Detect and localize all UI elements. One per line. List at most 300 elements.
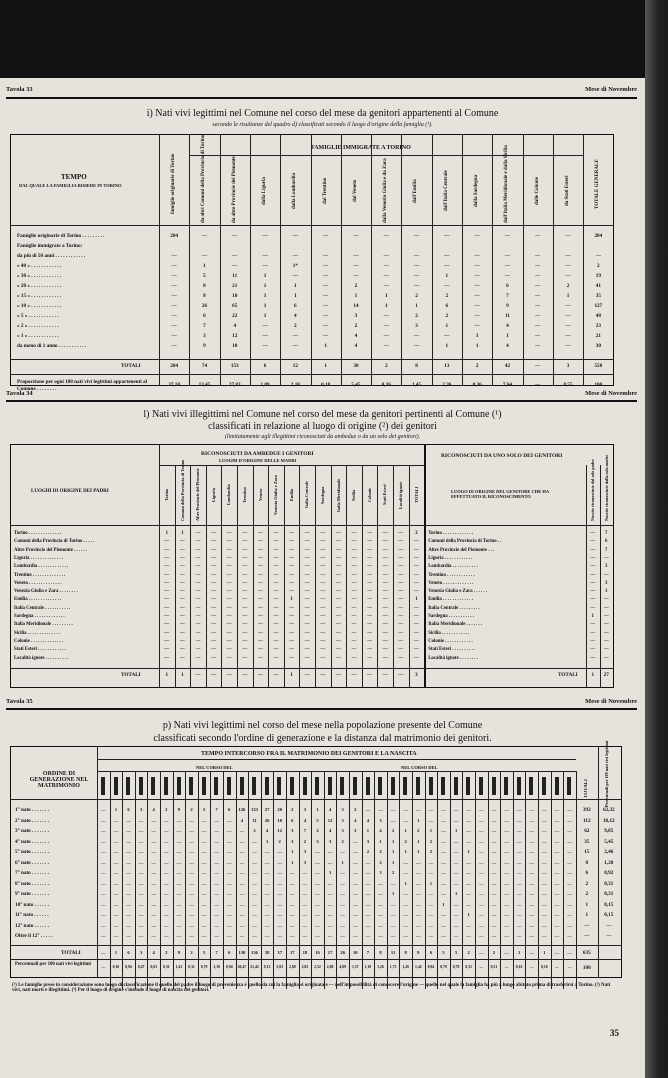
cell: — [441,933,446,938]
cell: 0,31 [465,964,473,969]
cell: 35 [595,293,601,299]
cell: — [164,605,170,611]
cell: — [340,912,345,917]
cell: — [252,849,257,854]
cell: 1 [585,901,589,908]
cell: 5,45 [351,382,361,388]
cell: — [151,859,156,865]
row-label: 6° nato . . . . . . . [15,859,49,866]
cell: 4 [354,817,357,823]
cell: — [413,589,419,595]
table-i-subtitle: secondo le risultanze del quadro d) classificati secondo il luogo d'origine della famiglia (¹). [212,122,433,128]
cell: — [383,253,389,259]
cell: — [242,630,248,636]
cell: 6 [429,949,433,955]
cell: — [554,933,560,938]
cell: 6 [445,303,449,309]
column-header-mark [340,777,344,795]
column-header-mark [265,777,269,795]
cell: — [292,253,298,259]
cell: 74 [201,363,208,369]
cell: — [179,589,185,595]
cell: — [226,655,232,661]
column-header: Veneto [257,488,263,502]
cell: — [413,564,419,570]
cell: — [466,870,471,875]
cell: — [398,580,404,586]
cell: 1,45 [412,382,422,388]
cell: 1,09 [260,382,270,388]
cell: — [367,589,372,595]
cell: 2 [303,838,307,844]
cell: — [264,933,270,938]
cell: — [535,313,541,319]
cell: — [413,614,419,619]
cell: — [101,949,106,955]
cell: — [320,671,326,678]
row-label: » 15 » . . . . . . . . . . . . [17,293,62,299]
cell: — [535,283,541,289]
cell: — [516,880,522,886]
pct-label: Percentuali per 100 nati vivi legittimi [15,961,91,967]
table-header-strip [6,698,637,708]
cell: — [189,859,194,865]
cell: 0,15 [604,912,614,918]
cell: — [252,880,257,886]
cell: 3 [291,828,294,833]
cell: 100 [582,964,591,971]
cell: — [138,859,144,865]
cell: — [214,859,219,865]
cell: — [529,870,534,875]
cell: 1 [404,828,407,833]
cell: — [554,859,560,865]
cell: — [239,880,245,886]
cell: 0,79 [452,964,460,969]
cell: — [413,343,420,349]
row-label: 12° nato . . . . . . [15,922,49,929]
cell: — [304,638,310,644]
cell: — [466,901,471,907]
cell: — [273,580,279,586]
cell: — [323,273,329,279]
row-label: Sicilia . . . . . . . . . . . . . . [14,630,61,636]
cell: 1 [454,891,458,896]
cell: — [351,655,357,661]
cell: — [179,614,185,619]
cell: — [413,622,419,628]
row-label: Venezia Giulia e Zara . . . . . . [428,589,488,595]
cell: — [239,838,245,844]
cell: — [171,253,177,259]
cell: 2 [445,313,449,319]
cell: — [491,912,497,917]
cell: — [113,933,119,938]
cell: — [441,817,446,823]
cell: 18 [302,949,308,955]
table-l-right-head: RICONOSCIUTI DA UNO SOLO DEI GENITORI [441,453,563,459]
cell: — [164,630,170,636]
cell: — [242,647,248,653]
cell: — [211,597,216,603]
cell: — [351,614,357,619]
cell: 7 [303,828,307,833]
cell: — [323,303,329,309]
cell: — [378,901,383,907]
cell: — [565,313,571,319]
column-divider [424,445,426,687]
cell: 21 [232,283,238,289]
cell: — [479,849,484,854]
cell: — [353,880,358,886]
cell: — [257,622,263,628]
cell: — [273,671,279,678]
cell: — [176,859,182,865]
cell: 62,32 [602,807,615,813]
cell: 9 [203,343,206,349]
cell: — [195,622,201,628]
row-label: Veneto . . . . . . . . . . . . . . [14,580,62,586]
cell: 0,55 [563,382,573,388]
cell: — [351,630,357,636]
cell: — [126,933,131,938]
cell: 0,92 [604,870,614,876]
cell: 5 [442,949,445,955]
row-label: Trentino . . . . . . . . . . . . [428,572,475,578]
cell: — [398,564,404,570]
cell: — [176,849,182,854]
cell: 4,09 [339,964,347,969]
cell: — [302,891,308,896]
cell: — [516,870,522,875]
cell: — [226,564,232,570]
cell: 1 [384,293,388,299]
cell: — [201,817,207,823]
cell: 2 [585,880,589,887]
cell: — [378,933,383,938]
cell: — [529,828,534,833]
cell: — [367,572,372,578]
cell: — [351,564,357,570]
cell: — [320,655,326,661]
cell: 1 [294,293,297,299]
cell: — [171,333,177,339]
cell: — [554,817,560,823]
cell: 6 [203,313,206,319]
column-header: Nascite riconosciute dalla sola madre [603,454,609,521]
rule [11,945,621,946]
cell: — [383,233,389,239]
cell: — [567,807,572,812]
cell: 3 [341,828,344,833]
cell: — [323,293,329,299]
cell: 2 [415,313,418,319]
column-header-mark [466,777,470,795]
cell: — [382,671,388,678]
column-header-mark [303,777,307,795]
cell: 2,36 [442,382,452,388]
cell: — [554,901,560,907]
cell: — [195,597,201,603]
cell: 2,46 [604,849,614,855]
cell: — [164,572,170,578]
cell: — [590,655,596,661]
cell: — [151,901,156,907]
cell: — [138,933,144,938]
cell: — [179,647,185,653]
row-label: Veneto . . . . . . . . . . . . . [428,580,474,586]
cell: — [242,622,248,628]
cell: — [290,912,295,917]
cell: — [327,859,333,865]
cell: — [351,622,357,628]
cell: — [413,572,419,578]
cell: — [479,859,484,865]
cell: — [138,901,144,907]
cell: — [304,531,310,536]
cell: — [453,849,459,854]
column-header: dalla Lombardia [292,173,298,209]
cell: — [542,870,547,875]
cell: — [189,838,194,844]
cell: — [327,912,333,917]
cell: 6 [228,807,231,812]
cell: — [516,828,522,833]
cell: — [403,891,408,896]
cell: — [365,933,371,938]
column-header: Percentuali per 100 nati vivi legittimi [603,740,609,807]
row-label: 4° nato . . . . . . . [15,838,49,845]
cell: — [201,859,207,865]
row-label: » 10 » . . . . . . . . . . . . [17,303,62,309]
cell: — [164,597,170,603]
cell: 1,10 [364,964,372,969]
cell: — [315,922,320,928]
cell: — [195,531,201,536]
cell: — [590,547,596,553]
cell: 1 [415,597,418,603]
cell: — [565,343,571,349]
cell: — [383,333,389,339]
cell: — [444,233,450,239]
cell: — [242,597,248,603]
cell: — [365,880,371,886]
column-header-mark [403,777,407,795]
cell: 1,20 [604,859,614,866]
cell: — [320,647,326,653]
cell: — [403,807,408,812]
cell: — [554,964,559,969]
cell: — [353,253,359,259]
cell: — [383,343,389,349]
cell: — [413,273,420,279]
column-header-mark [378,777,382,795]
cell: 5 [203,273,206,279]
cell: — [277,880,282,886]
cell: — [164,880,169,886]
month-label: Mese di Novembre [585,390,637,397]
cell: — [590,555,596,561]
cell: — [289,539,294,545]
cell: — [398,638,404,644]
cell: — [164,849,169,854]
cell: — [335,564,341,570]
cell: — [113,870,119,875]
cell: — [382,605,388,611]
column-header: dalla Venezia Giulia e da Zara [383,158,389,223]
cell: — [603,555,609,561]
table-l-title: l) Nati vivi illegittimi nel Comune nel corso del mese da genitori pertinenti al Comune (¹) [143,409,502,420]
column-header-mark [139,777,143,795]
cell: 4 [366,817,370,823]
cell: — [262,323,268,329]
cell: — [416,933,421,938]
column-header: Nascite riconosciute dal solo padre [590,459,595,521]
cell: — [382,655,388,661]
table-p-sub-left: NEL CORSO DEL [196,765,233,770]
cell: — [214,901,219,907]
cell: — [565,263,571,269]
cell: — [378,807,383,812]
cell: — [257,589,263,595]
rule [6,708,637,710]
cell: 10 [353,949,358,955]
cell: — [353,912,358,917]
row-label: Altre Provincie del Piemonte . . . [428,547,495,553]
cell: 6 [127,807,130,812]
cell: — [171,273,177,279]
cell: — [367,655,372,661]
column-header-mark [353,777,357,795]
cell: — [195,572,201,578]
cell: 41 [595,283,601,289]
column-header-mark [202,777,206,795]
cell: — [428,901,434,907]
cell: 3 [379,817,382,823]
cell: 3 [139,949,143,955]
cell: — [304,605,310,611]
cell: 9,85 [604,828,614,834]
cell: — [382,547,388,553]
cell: — [413,253,420,259]
cell: — [365,859,371,865]
cell: — [302,933,308,938]
cell: 6 [585,870,589,876]
cell: — [453,922,459,928]
cell: 4 [379,828,382,833]
cell: — [179,597,185,603]
cell: — [126,870,131,875]
cell: — [335,671,341,678]
cell: — [211,547,216,553]
cell: 4 [354,333,358,339]
cell: 11 [252,817,257,823]
cell: 27,83 [228,382,241,388]
cell: — [113,880,119,886]
cell: 0,79 [440,964,447,969]
cell: — [211,655,216,661]
cell: — [290,901,295,907]
cell: — [516,891,522,896]
cell: — [351,572,357,578]
cell: 5 [202,807,206,812]
cell: 20 [277,807,282,812]
cell: 1 [415,303,418,309]
cell: 4 [152,949,155,955]
cell: — [273,539,279,545]
rule [11,525,613,526]
cell: — [273,572,279,578]
cell: — [164,901,169,907]
row-label: 11° nato . . . . . . [15,912,49,918]
cell: — [113,849,119,854]
cell: — [189,922,194,928]
cell: 1 [384,303,388,309]
cell: 2 [384,363,388,369]
cell: — [441,870,446,875]
cell: — [590,539,596,545]
cell: — [453,807,459,812]
cell: 6 [605,539,608,545]
cell: — [176,817,182,823]
cell: — [340,901,345,907]
cell: 1 [290,671,293,678]
cell: 27 [603,671,609,678]
cell: — [529,859,534,865]
cell: — [428,933,434,938]
cell: — [179,655,185,661]
cell: — [398,622,404,628]
cell: 3 [341,817,344,823]
row-label: Venezia Giulia e Zara . . . . . . . . [14,589,78,595]
cell: — [335,539,341,545]
cell: — [378,880,383,886]
cell: — [239,828,245,833]
cell: — [189,849,194,854]
cell: — [257,564,263,570]
cell: — [504,912,509,917]
cell: 1 [467,912,470,917]
cell: 1 [294,283,297,289]
table-i-stub-sub: DAL QUALE LA FAMIGLIA RISIEDE IN TORINO [19,183,122,188]
cell: — [398,614,404,619]
totals-label: TOTALI [121,671,141,678]
cell: 5 [454,949,458,955]
cell: — [151,912,156,917]
cell: — [466,817,471,823]
cell: — [226,580,232,586]
cell: — [227,870,232,875]
cell: 136 [251,949,258,955]
cell: — [189,933,194,938]
cell: 1,73 [389,964,397,969]
cell: — [590,597,596,603]
cell: 7 [506,293,509,299]
cell: — [264,922,270,928]
cell: 1 [391,859,395,865]
cell: — [214,870,219,875]
cell: — [164,547,170,553]
cell: — [398,605,404,611]
cell: — [273,647,279,653]
cell: 0,31 [604,880,614,887]
cell: — [529,817,534,823]
cell: 8 [404,949,407,955]
cell: 2 [492,949,496,955]
cell: — [315,933,320,938]
cell: — [398,630,404,636]
cell: — [603,638,609,644]
